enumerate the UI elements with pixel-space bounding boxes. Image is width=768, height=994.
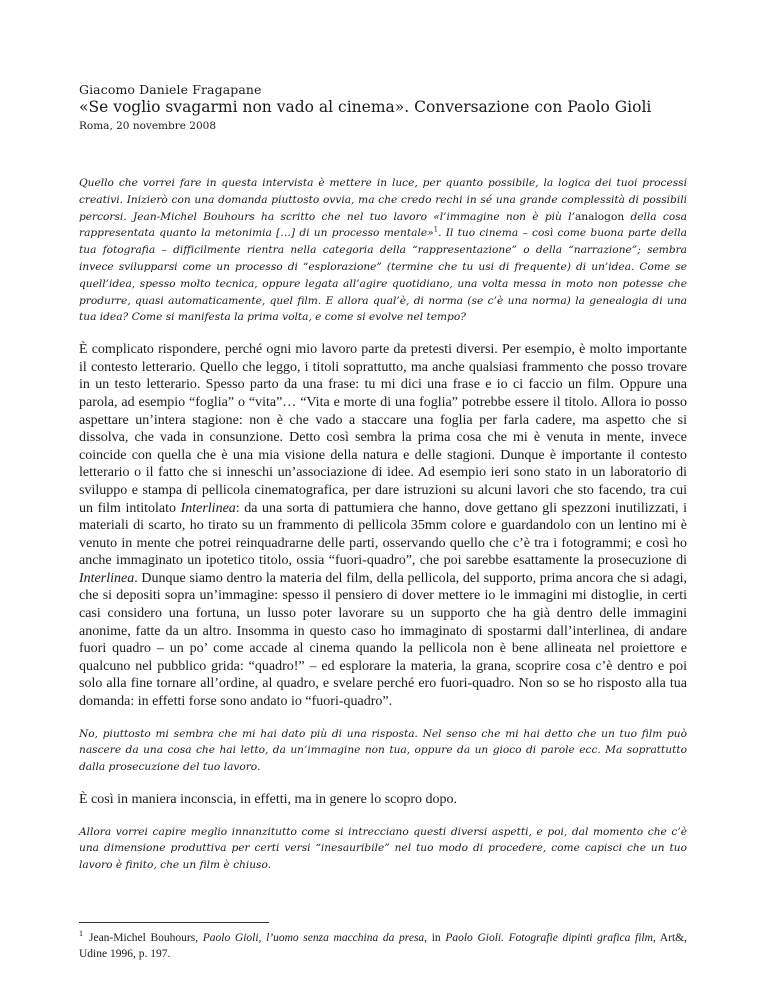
- footnote-book-title: Paolo Gioli. Fotografie dipinti grafica film: [445, 932, 653, 944]
- document-page: [79, 0, 687, 994]
- footnote-connector: , in: [424, 932, 446, 944]
- footnote-separator: [79, 922, 269, 923]
- footnote-author: Jean-Michel Bouhours,: [89, 932, 203, 944]
- author-name: Giacomo Daniele Fragapane: [79, 82, 262, 97]
- question-1-quote: della cosa rappresentata quanto la metonimia […] di un processo mentale»: [79, 210, 687, 240]
- article-body: [79, 175, 687, 874]
- article-title: «Se voglio svagarmi non vado al cinema». Conversazione con Paolo Gioli: [79, 98, 652, 116]
- footnote-publication: , Art&, Udine 1996, p. 197.: [79, 932, 687, 960]
- answer-1-text-3: . Dunque siamo dentro la materia del film, della pellicola, del supporto, prima ancora che si adagi, che si depositi sopra un’immagine: spesso il pensiero di dover mettere io le immagini mi distoglie, in certi casi considero una fortuna, un lusso poter lavorare su un supporto che ha già dentro delle immagini anonime, fatte da un altro. Insomma in questo caso ho immaginato di spostarmi dall’interlinea, di andare fuori quadro – un po’ come accade al cinema quando la pellicola non è bene allineata nel proiettore e qualcuno nel pubblico grida: “quadro!” – ed esplorare la materia, la grana, scoprire cosa c’è dentro e poi solo alla fine tornare all’ordine, al quadro, e svelare perché ero fuori-quadro. Non so se ho risposto alla tua domanda: in effetti forse sono andato io “fuori-quadro”.: [79, 570, 687, 710]
- question-1-continuation: . Il tuo cinema – così come buona parte della tua fotografia – difficilmente rientra nella categoria della “rappresentazione” o della “narrazione”; sembra invece svilupparsi come un processo di “esplorazione” (termine che tu usi di frequente) di un’idea. Come se quell’idea, spesso molto tecnica, oppure legata all’agire quotidiano, una volta messa in moto non potesse che produrre, quasi automaticamente, quel film. E allora qual’è, di norma (se c’è una norma) la genealogia di una tua idea? Come si manifesta la prima volta, e come si evolve nel tempo?: [79, 227, 687, 324]
- question-3: Allora vorrei capire meglio innanzitutto come si intrecciano questi diversi aspetti, e poi, dal momento che c’è una dimensione produttiva per certi versi “inesauribile” nel tuo modo di procedere, come capisci che un tuo lavoro è finito, che un film è chiuso.: [79, 825, 687, 872]
- footnote-work-title: Paolo Gioli, l’uomo senza macchina da presa: [202, 932, 425, 944]
- question-2: No, piuttosto mi sembra che mi hai dato più di una risposta. Nel senso che mi hai detto che un tuo film può nascere da una cosa che hai letto, da un’immagine non tua, oppure da un gioco di parole ecc. Ma soprattutto dalla prosecuzione del tuo lavoro.: [79, 727, 687, 774]
- footnote-number: 1: [79, 929, 83, 939]
- question-1-text: Quello che vorrei fare in questa intervista è mettere in luce, per quanto possibile, la logica dei tuoi processi creativi. Inizierò con una domanda piuttosto ovvia, ma che credo rechi in sé una grande complessità di possibili percorsi. Jean-Michel Bouhours ha scritto che nel tuo lavoro «l’immagine non è più l’: [79, 177, 687, 223]
- place-date: Roma, 20 novembre 2008: [79, 120, 217, 132]
- footnote: [79, 930, 687, 962]
- answer-2: È così in maniera inconscia, in effetti, ma in genere lo scopro dopo.: [79, 792, 458, 808]
- film-title: Interlinea: [180, 500, 236, 516]
- footnote-reference[interactable]: 1: [433, 225, 439, 234]
- answer-1-text-2: : da una sorta di pattumiera che hanno, dove gettano gli spezzoni inutilizzati, i materiali di scarto, ho tirato su un frammento di pellicola 35mm colore e guardandolo con un lentino mi è venuto in mente che potrei reinquadrarne delle parti, osservando quello che c’è tra i fotogrammi; e così ho anche immaginato un ipotetico titolo, ossia “fuori-quadro”, che poi sarebbe esattamente la prosecuzione di: [79, 500, 687, 569]
- question-1-term: analogon: [574, 210, 625, 223]
- answer-1: [79, 341, 687, 710]
- film-title: Interlinea: [79, 570, 135, 586]
- question-1: [79, 175, 687, 326]
- answer-1-text: È complicato rispondere, perché ogni mio lavoro parte da pretesti diversi. Per esempio, è molto importante il contesto letterario. Quello che leggo, i titoli soprattutto, ma anche qualsiasi frammento che posso trovare in un testo letterario. Spesso parto da una frase: tu mi dici una frase e io ci faccio un film. Oppure una parola, ad esempio “foglia” o “vita”… “Vita e morte di una foglia” potrebbe essere il titolo. Allora io posso aspettare un’intera stagione: non è che vado a staccare una foglia per farla cadere, ma aspetto che si dissolva, che vada in consunzione. Detto così sembra la prima cosa che mi è venuta in mente, invece coincide con quella che è una mia visione della natura e delle stagioni. Dunque è importante il contesto letterario o il fatto che si inneschi un’associazione di idee. Ad esempio ieri sono stato in un laboratorio di sviluppo e stampa di pellicola cinematografica, per dare istruzioni su alcuni lavori che sto facendo, tra cui un film intitolato: [79, 342, 687, 516]
